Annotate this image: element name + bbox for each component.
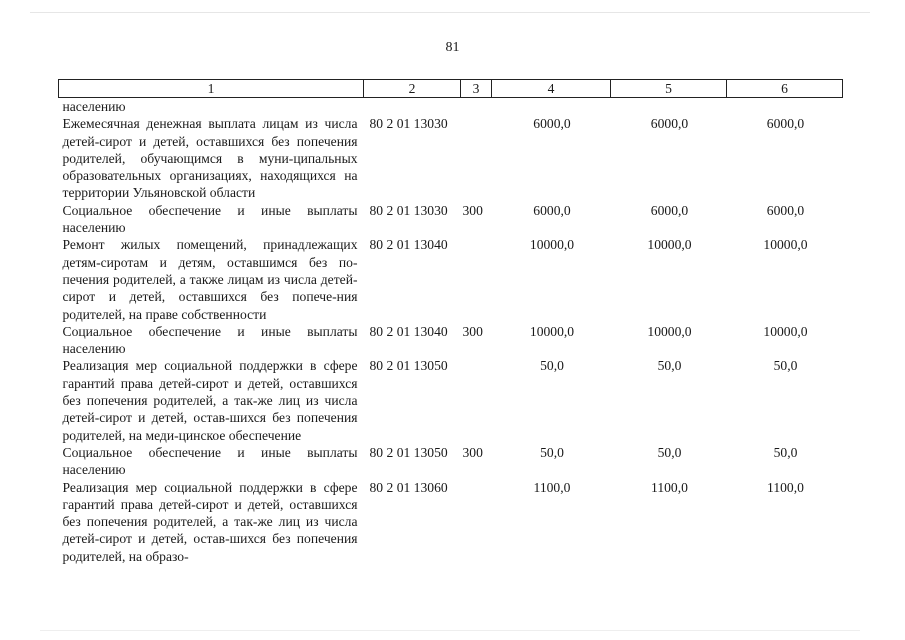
table-row [59, 444, 843, 479]
table-row [59, 98, 843, 116]
column-header: 2 [364, 80, 461, 98]
row-value-cell: 6000,0 [766, 116, 805, 132]
row-value-cell: 50,0 [540, 358, 564, 374]
row-code-cell: 80 2 01 13040 [369, 323, 448, 339]
row-code-cell: 80 2 01 13030 [369, 116, 448, 132]
row-value-cell: 10000,0 [647, 237, 692, 253]
table-body [59, 98, 843, 566]
row-value-cell: 50,0 [657, 444, 682, 460]
table-row [59, 115, 843, 201]
row-code-cell [364, 98, 461, 116]
row-expense-type-cell [461, 236, 492, 322]
row-value-cell: 10000,0 [529, 237, 575, 253]
row-expense-type-cell [461, 115, 492, 201]
row-code-cell: 80 2 01 13030 [369, 202, 448, 218]
row-code-cell: 80 2 01 13050 [369, 444, 448, 460]
row-expense-type-cell: 300 [462, 323, 483, 339]
row-value-cell: 1100,0 [651, 479, 688, 495]
row-value-cell: 10000,0 [763, 323, 808, 339]
column-header: 6 [727, 80, 843, 98]
row-name-cell: Социальное обеспечение и иные выплаты населению [62, 444, 358, 478]
row-name-cell: Реализация мер социальной поддержки в сфере гарантий права детей-сирот и детей, оставшихся без попечения родителей, а так-же лиц из числа детей-сирот и детей, остав-шихся без попечения родителей, на образо- [62, 479, 358, 564]
row-name-cell: Ремонт жилых помещений, принадлежащих детям-сиротам и детям, оставшимся без по-печения родителей, а также лицам из числа детей-сирот и детей, оставшихся без попече-ния родителей, на праве собственности [62, 237, 358, 322]
row-value-cell: 10000,0 [529, 323, 575, 339]
row-value-cell: 6000,0 [650, 116, 689, 132]
row-expense-type-cell: 300 [462, 444, 483, 460]
budget-table [58, 79, 843, 565]
row-value-cell: 10000,0 [647, 323, 692, 339]
scan-artifact-top [30, 12, 870, 13]
row-value-cell: 1100,0 [533, 479, 571, 495]
row-code-cell: 80 2 01 13050 [369, 358, 448, 374]
row-value-cell [611, 98, 727, 116]
row-name-cell: Социальное обеспечение и иные выплаты населению [62, 323, 358, 357]
row-value-cell: 6000,0 [650, 202, 689, 218]
table-row [59, 202, 843, 237]
row-name-cell: Ежемесячная денежная выплата лицам из числа детей-сирот и детей, оставшихся без попечения родителей, обучающимся в муни-ципальных образовательных организациях, находящихся на территории Ульяновской области [62, 116, 358, 201]
column-header: 3 [461, 80, 492, 98]
row-expense-type-cell [461, 98, 492, 116]
row-value-cell: 6000,0 [533, 116, 571, 132]
row-value-cell: 6000,0 [766, 202, 805, 218]
row-value-cell: 6000,0 [533, 202, 571, 218]
row-value-cell [492, 98, 611, 116]
scan-artifact-bottom [40, 630, 860, 631]
row-name-cell: Реализация мер социальной поддержки в сфере гарантий права детей-сирот и детей, оставшихся без попечения родителей, а так-же лиц из числа детей-сирот и детей, остав-шихся без попечения родителей, на меди-цинское обеспечение [62, 358, 358, 443]
row-name-cell: населению [62, 99, 126, 114]
table-row [59, 479, 843, 565]
table-row [59, 323, 843, 358]
table-row [59, 236, 843, 322]
table-row [59, 357, 843, 443]
row-value-cell: 50,0 [540, 444, 564, 460]
header-row [59, 80, 843, 98]
row-value-cell [727, 98, 843, 116]
column-header: 4 [492, 80, 611, 98]
row-code-cell: 80 2 01 13040 [369, 237, 448, 253]
row-expense-type-cell: 300 [462, 202, 483, 218]
row-expense-type-cell [461, 479, 492, 565]
row-value-cell: 50,0 [773, 358, 798, 374]
row-value-cell: 10000,0 [763, 237, 808, 253]
page-number: 81 [445, 40, 460, 55]
row-value-cell: 1100,0 [767, 479, 804, 495]
row-value-cell: 50,0 [657, 358, 682, 374]
row-name-cell: Социальное обеспечение и иные выплаты населению [62, 202, 358, 236]
row-code-cell: 80 2 01 13060 [369, 479, 448, 495]
row-expense-type-cell [461, 357, 492, 443]
column-header: 1 [59, 80, 364, 98]
column-header: 5 [611, 80, 727, 98]
row-value-cell: 50,0 [773, 444, 798, 460]
